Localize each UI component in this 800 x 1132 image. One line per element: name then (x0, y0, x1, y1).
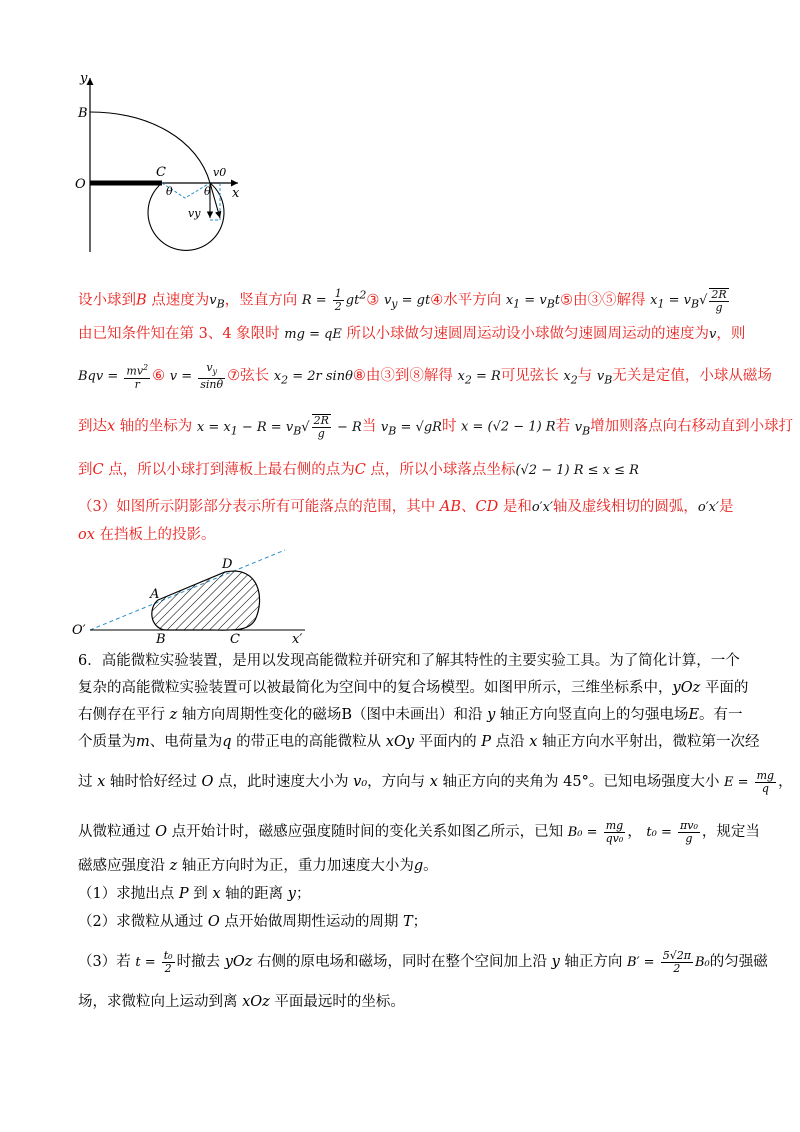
problem6-line-2: 复杂的高能微粒实验装置可以被最简化为空间中的复合场模型。如图甲所示，三维坐标系中，yOz 平面的 (78, 680, 749, 696)
label-v0: v0 (213, 166, 227, 179)
solution-line-7: ox 在挡板上的投影。 (78, 527, 216, 543)
label-y: y (80, 71, 88, 86)
figure-trajectory (70, 70, 250, 260)
label-D: D (222, 557, 233, 572)
problem6-line-5: 过 x 轴时恰好经过 O 点，此时速度大小为 v₀，方向与 x 轴正方向的夹角为 45°。已知电场强度大小 E = $\frac{mg}{q}$ ， (78, 769, 793, 795)
barrier-plate (90, 181, 162, 186)
label-C2: C (230, 632, 240, 647)
solution-line-4: 到达x 轴的坐标为 $x = x_1 - R = v_B√$ $\frac{2R}{g}$ − R当 $v_B = √gR$时 x = (√2 − 1) R若 $v_B$增加则落点向右移动直到小球打 (78, 414, 794, 440)
question-3: （3）若 t = $\frac{\text{t₀}}{2}$ 时撤去 yOz 右侧的原电场和磁场，同时在整个空间加上沿 y 轴正方向 B′ = $\frac{5√2\pi}{2}$ B₀的匀强磁 (78, 949, 768, 975)
label-vy: vy (188, 207, 201, 220)
problem6-line-7: 磁感应强度沿 z 轴正方向时为正，重力加速度大小为g。 (78, 858, 438, 874)
label-B2: B (156, 632, 166, 647)
problem6-line-3: 右侧存在平行 z 轴方向周期性变化的磁场B（图中未画出）和沿 y 轴正方向竖直向上的匀强电场E。有一 (78, 707, 743, 723)
problem6-line-6: 从微粒通过 O 点开始计时，磁感应强度随时间的变化关系如图乙所示，已知 B₀ = $\frac{mg}{\text{qv₀}}$ ， t₀ = $\frac{\text{πv₀}}{g}$ ，规定当 (78, 819, 760, 845)
solution-line-3: Bqv = $\frac{mv^2}{r}$ ⑥ v = $\frac{v_y}{\sin\theta}$ ⑦弦长 $x_2 = 2r$ sinθ⑧由③到⑧解得 $x_2 = R$可见弦长 $x_2$与 $v_B$无关是定值，小球从磁场 (78, 361, 772, 392)
shaded-region (152, 571, 260, 630)
parabola-arc (90, 112, 210, 183)
label-theta-right: θ (204, 185, 211, 198)
solution-line-2: 由已知条件知在第 3、4 象限时 mg = qE 所以小球做匀速圆周运动设小球做匀速圆周运动的速度为v，则 (78, 326, 746, 342)
label-xprime: x′ (292, 632, 303, 647)
label-C: C (156, 165, 166, 180)
label-Oprime: O′ (72, 623, 86, 638)
solution-line-1: 设小球到B 点速度为$v_B$，竖直方向 R = $\frac{1}{2}$ $gt^2③$ $v_y$ = gt④水平方向 $x_1$ = $v_Bt⑤$由③⑤解得 $x_1 = v_B√$ $\frac{2R}{g}$ (78, 287, 727, 314)
problem6-line-1: 6．高能微粒实验装置，是用以发现高能微粒并研究和了解其特性的主要实验工具。为了简化计算，一个 (78, 653, 740, 669)
question-1: （1）求抛出点 P 到 x 轴的距离 y； (78, 886, 311, 902)
eq-R: R = $\frac{1}{2}$ $gt^2$ (301, 287, 367, 314)
label-O: O (75, 177, 86, 192)
problem6-line-4: 个质量为m、电荷量为q 的带正电的高能微粒从 xOy 平面内的 P 点沿 x 轴正方向水平射出，微粒第一次经 (78, 734, 760, 750)
figure-landing-region (70, 540, 320, 650)
label-A: A (150, 587, 160, 602)
label-x: x (232, 186, 240, 201)
solution-line-5: 到C 点，所以小球打到薄板上最右侧的点为C 点，所以小球落点坐标(√2 − 1) R ≤ x ≤ R (78, 462, 639, 478)
label-theta-left: θ (166, 185, 173, 198)
solution-line-6: （3）如图所示阴影部分表示所有可能落点的范围，其中 AB、CD 是和o′x′轴及虚线相切的圆弧，o′x′是 (78, 499, 734, 515)
label-B: B (78, 106, 88, 121)
question-2: （2）求微粒从通过 O 点开始做周期性运动的周期 T； (78, 914, 428, 930)
question-3-cont: 场，求微粒向上运动到离 xOz 平面最远时的坐标。 (78, 994, 405, 1010)
